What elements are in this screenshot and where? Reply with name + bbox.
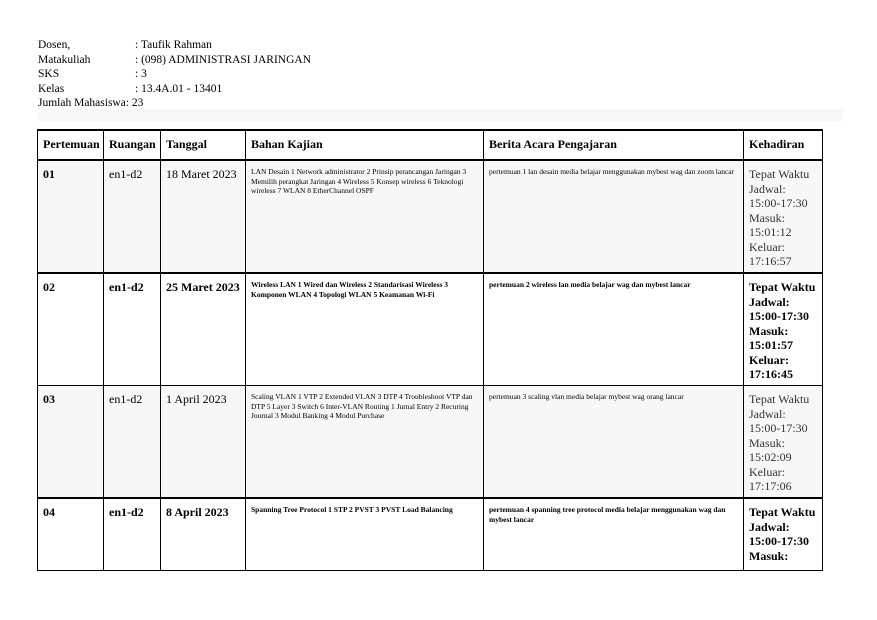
status-text: Tepat Waktu xyxy=(749,392,810,406)
sks-label: SKS xyxy=(38,68,60,80)
kehadiran-cell xyxy=(744,498,823,571)
col-header-bahan-kajian: Bahan Kajian xyxy=(246,130,484,160)
berita-acara-cell: pertemuan 3 scaling vlan media belajar mybest wag orang lancar xyxy=(484,386,744,499)
col-header-berita-acara: Berita Acara Pengajaran xyxy=(484,130,744,160)
jadwal-value: 15:00-17:30 xyxy=(749,309,809,323)
masuk-label: Masuk: xyxy=(749,548,789,563)
masuk-label: Masuk: xyxy=(749,435,785,450)
status-text: Tepat Waktu xyxy=(749,280,816,294)
jadwal-value: 15:00-17:30 xyxy=(749,196,808,210)
keluar-value: 17:16:45 xyxy=(749,367,793,381)
attendance-table xyxy=(37,129,823,571)
jadwal-label: Jadwal: xyxy=(749,181,786,196)
sks-value: : 3 xyxy=(135,68,147,80)
dosen-row xyxy=(38,38,311,53)
kelas-label: Kelas xyxy=(38,82,65,95)
berita-acara-cell: pertemuan 4 spanning tree protocol media belajar menggunakan wag dan mybest lancar xyxy=(484,498,744,571)
keluar-value: 17:17:06 xyxy=(749,479,792,493)
ruangan-cell: en1-d2 xyxy=(104,160,161,273)
ruangan-cell: en1-d2 xyxy=(104,386,161,499)
jumlah-label: Jumlah Mahasiswa xyxy=(38,97,126,109)
berita-acara-cell: pertemuan 1 lan desain media belajar menggunakan mybest wag dan zoom lancar xyxy=(484,160,744,273)
col-header-tanggal: Tanggal xyxy=(161,130,246,160)
tanggal-cell: 1 April 2023 xyxy=(161,386,246,499)
divider-band xyxy=(38,109,842,121)
sks-row xyxy=(38,67,311,82)
table-row xyxy=(38,386,823,499)
keluar-label: Keluar: xyxy=(749,239,785,254)
ruangan-cell: en1-d2 xyxy=(104,498,161,571)
bahan-kajian-cell: Wireless LAN 1 Wired dan Wireless 2 Standarisasi Wireless 3 Komponen WLAN 4 Topologi WLAN 5 Keamanan Wi-Fi xyxy=(246,273,484,386)
bahan-kajian-cell: Spanning Tree Protocol 1 STP 2 PVST 3 PVST Load Balancing xyxy=(246,498,484,571)
matakuliah-row xyxy=(38,53,311,68)
table-row xyxy=(38,273,823,386)
matakuliah-value: : (098) ADMINISTRASI JARINGAN xyxy=(135,53,312,66)
keluar-label: Keluar: xyxy=(749,352,789,367)
bahan-kajian-cell: Scaling VLAN 1 VTP 2 Extended VLAN 3 DTP 4 Troubleshoot VTP dan DTP 5 Layer 3 Switch 6 Inter-VLAN Routing 1 Jurnal Entry 2 Recuring Journal 3 Modul Banking 4 Modul Purchase xyxy=(246,386,484,499)
table-row xyxy=(38,160,823,273)
tanggal-cell: 25 Maret 2023 xyxy=(161,273,246,386)
dosen-label: Dosen, xyxy=(38,39,71,51)
jadwal-value: 15:00-17:30 xyxy=(749,534,809,548)
course-info xyxy=(38,38,311,111)
pertemuan-cell: 04 xyxy=(38,498,104,571)
keluar-value: 17:16:57 xyxy=(749,254,792,268)
masuk-value: 15:02:09 xyxy=(749,450,792,464)
status-text: Tepat Waktu xyxy=(749,167,810,181)
jadwal-label: Jadwal: xyxy=(749,406,786,421)
berita-acara-cell: pertemuan 2 wireless lan media belajar wag dan mybest lancar xyxy=(484,273,744,386)
tanggal-cell: 18 Maret 2023 xyxy=(161,160,246,273)
jumlah-value: : 23 xyxy=(125,97,144,109)
masuk-label: Masuk: xyxy=(749,323,789,338)
dosen-value: : Taufik Rahman xyxy=(135,39,212,51)
col-header-pertemuan: Pertemuan xyxy=(38,130,104,160)
bahan-kajian-cell: LAN Desain 1 Network administrator 2 Prinsip perancangan Jaringan 3 Memilih perangkat Jaringan 4 Wireless 5 Konsep wireless 6 Teknologi wireless 7 WLAN 8 EtherChannel OSPF xyxy=(246,160,484,273)
col-header-kehadiran: Kehadiran xyxy=(744,130,823,160)
masuk-value: 15:01:57 xyxy=(749,338,793,352)
col-header-ruangan: Ruangan xyxy=(104,130,161,160)
kehadiran-cell xyxy=(744,160,823,273)
keluar-label: Keluar: xyxy=(749,464,785,479)
tanggal-cell: 8 April 2023 xyxy=(161,498,246,571)
jadwal-label: Jadwal: xyxy=(749,294,790,309)
ruangan-cell: en1-d2 xyxy=(104,273,161,386)
kehadiran-cell xyxy=(744,386,823,499)
masuk-value: 15:01:12 xyxy=(749,225,792,239)
pertemuan-cell: 01 xyxy=(38,160,104,273)
jadwal-label: Jadwal: xyxy=(749,519,790,534)
table-row xyxy=(38,498,823,571)
jadwal-value: 15:00-17:30 xyxy=(749,421,808,435)
kelas-value: : 13.4A.01 - 13401 xyxy=(135,82,223,95)
status-text: Tepat Waktu xyxy=(749,505,816,519)
kehadiran-cell xyxy=(744,273,823,386)
kelas-row xyxy=(38,82,311,97)
pertemuan-cell: 03 xyxy=(38,386,104,499)
pertemuan-cell: 02 xyxy=(38,273,104,386)
matakuliah-label: Matakuliah xyxy=(38,53,91,66)
masuk-label: Masuk: xyxy=(749,210,785,225)
table-header-row xyxy=(38,130,823,160)
